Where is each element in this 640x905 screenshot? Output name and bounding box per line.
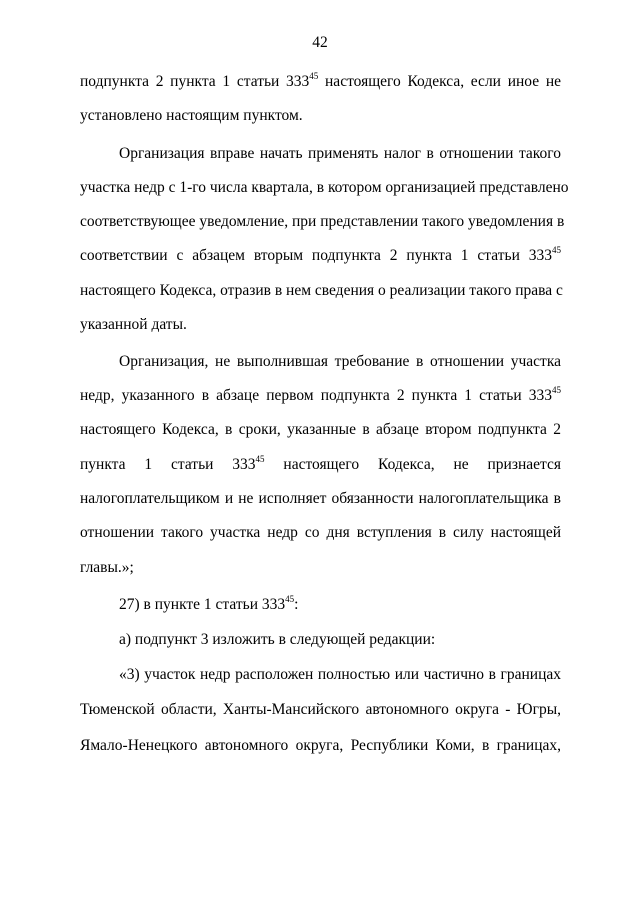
text-segment: подпункта 2 пункта 1 статьи 333 <box>80 73 310 90</box>
superscript: 45 <box>552 245 561 255</box>
superscript: 45 <box>552 385 561 395</box>
text-line: участка недр с 1-го числа квартала, в котором организацией представлено <box>80 179 569 196</box>
text-line: главы.»; <box>80 559 134 576</box>
sub-item-a: а) подпункт 3 изложить в следующей редакции: <box>119 631 436 648</box>
paragraph-first-line: «3) участок недр расположен полностью или частично в границах <box>119 666 561 683</box>
page-number: 42 <box>312 34 328 51</box>
text-line: Тюменской области, Ханты-Мансийского автономного округа - Югры, <box>80 701 561 718</box>
text-line <box>80 455 561 475</box>
text-line: настоящего Кодекса, в сроки, указанные в абзаце втором подпункта 2 <box>80 421 561 438</box>
text-segment: соответствии с абзацем вторым подпункта 2 пункта 1 статьи 333 <box>80 247 552 264</box>
list-item-27 <box>119 595 561 615</box>
paragraph-first-line: Организация вправе начать применять налог в отношении такого <box>119 145 561 162</box>
text-segment: настоящего Кодекса, если иное не <box>318 73 561 90</box>
text-segment: : <box>294 596 299 613</box>
text-segment: пункта 1 статьи 333 <box>80 456 256 473</box>
paragraph-first-line: Организация, не выполнившая требование в отношении участка <box>119 353 561 370</box>
text-line: налогоплательщиком и не исполняет обязанности налогоплательщика в <box>80 490 561 507</box>
text-line: указанной даты. <box>80 316 187 333</box>
superscript: 45 <box>309 71 319 81</box>
text-line: отношении такого участка недр со дня вступления в силу настоящей <box>80 524 561 541</box>
text-line: Ямало-Ненецкого автономного округа, Республики Коми, в границах, <box>80 737 561 754</box>
text-line <box>80 72 561 92</box>
text-segment: недр, указанного в абзаце первом подпункта 2 пункта 1 статьи 333 <box>80 387 552 404</box>
text-line: соответствующее уведомление, при представлении такого уведомления в <box>80 213 565 230</box>
superscript: 45 <box>255 454 265 464</box>
text-segment: 27) в пункте 1 статьи 333 <box>119 596 286 613</box>
text-line <box>80 386 561 406</box>
superscript: 45 <box>285 594 295 604</box>
text-segment: настоящего Кодекса, не признается <box>264 456 561 473</box>
text-line: настоящего Кодекса, отразив в нем сведения о реализации такого права с <box>80 282 563 299</box>
text-line <box>80 246 561 266</box>
text-line: установлено настоящим пунктом. <box>80 107 303 124</box>
